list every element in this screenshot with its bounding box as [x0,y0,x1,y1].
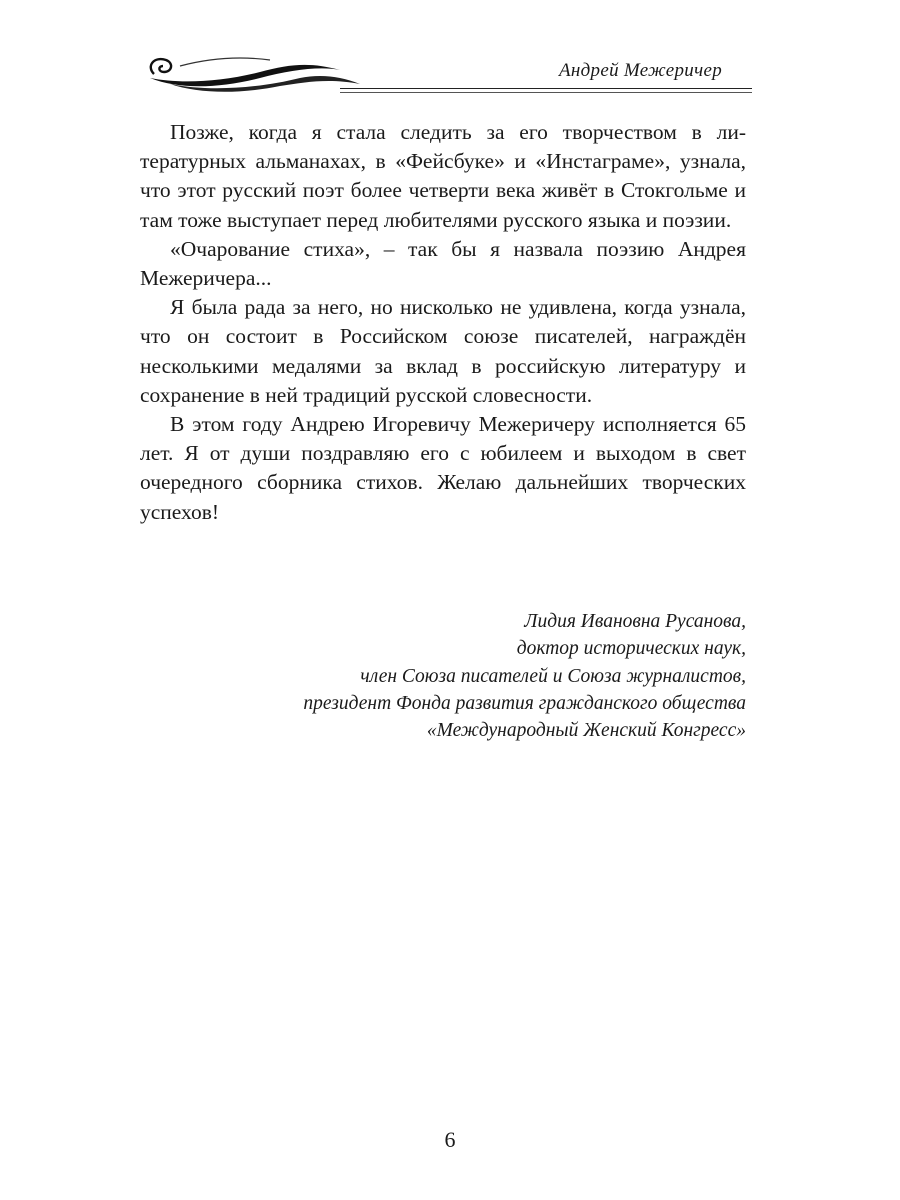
signature-name: Лидия Ивановна Русанова, [524,611,746,632]
signature-degree: доктор исторических наук, [516,638,746,660]
author-signature [140,608,746,744]
paragraph-2: «Очарование стиха», – так бы я назвала поэзию Андрея Межеричера... [140,236,746,291]
signature-membership: член Союза писателей и Союза журналистов, [360,665,746,687]
paragraph-3: Я была рада за него, но нисколько не удивлена, когда узнала, что он состоит в Российском союзе писателей, награждён несколькими медалями за вклад в российскую литературу и сохранение в ней традиций русской словесности. [140,295,746,407]
header-rule [340,88,752,89]
paragraph-1: Позже, когда я стала следить за его творчеством в литературных альманахах, в «Фейсбуке» и «Инстаграме», узнала, что этот русский поэт более четверти века живёт в Стокгольме и там тоже выступает перед любителями русского языка и поэзии. [140,120,746,232]
page-number: 6 [444,1127,456,1152]
signature-position: президент Фонда развития гражданского общества [303,692,746,714]
running-header-title: Андрей Межеричер [559,60,722,81]
header-rule-secondary [340,92,752,93]
signature-organization: «Международный Женский Конгресс» [426,720,746,742]
paragraph-4: В этом году Андрею Игоревичу Межеричеру исполняется 65 лет. Я от души поздравляю его с юбилеем и выходом в свет очередного сборника стихов. Желаю дальнейших творческих успехов! [140,412,746,524]
page-header [140,48,752,98]
body-text [140,118,746,527]
